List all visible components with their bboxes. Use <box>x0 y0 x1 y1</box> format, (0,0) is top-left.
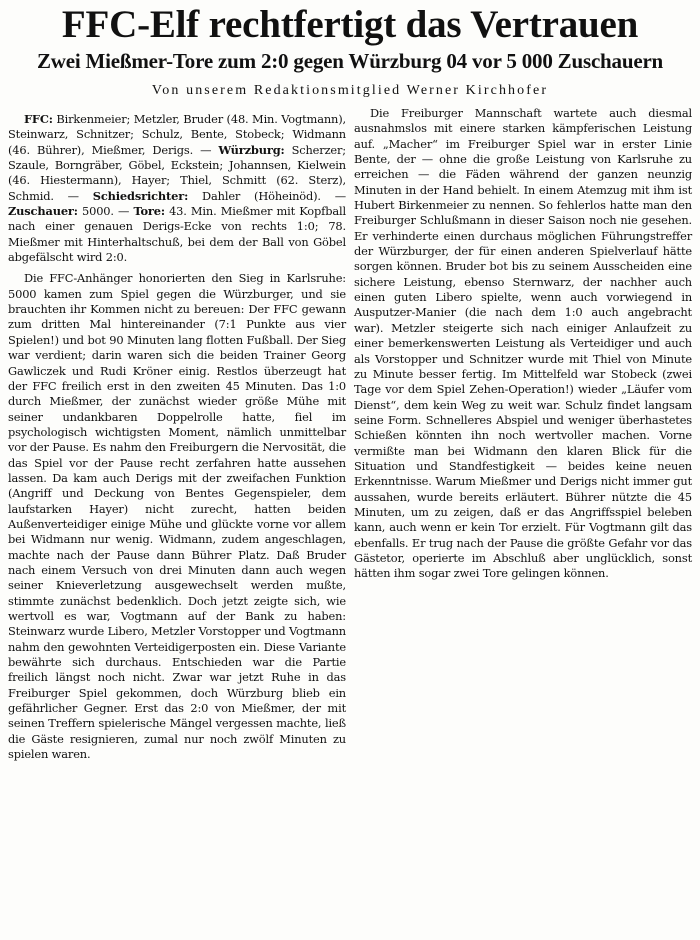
left-column <box>8 106 346 762</box>
goals-label: Tore: <box>133 204 165 219</box>
wuerzburg-label: Würzburg: <box>218 142 285 157</box>
right-column <box>354 106 692 762</box>
ffc-lineup: Birkenmeier; Metzler, Bruder (48. Min. Vogtmann), Steinwarz, Schnitzer; Schulz, Bente, Stobeck; Widmann (46. Bührer), Mießmer, Derigs. — <box>8 112 346 157</box>
wuerzburg-lineup: Scherzer; Szaule, Borngräber, Göbel, Eckstein; Johannsen, Kielwein (46. Hiestermann), Hayer; Thiel, Schmitt (62. Sterz), Schmid. — <box>8 142 346 203</box>
article-columns <box>8 106 692 762</box>
referee-text: Dahler (Höheinöd). — <box>188 188 346 203</box>
spectators-text: 5000. — <box>77 204 134 219</box>
headline: FFC-Elf rechtfertigt das Vertrauen <box>61 3 639 46</box>
right-paragraph: Die Freiburger Mannschaft wartete auch diesmal ausnahmslos mit einere starken kämpferischen Leistung auf. „Macher“ im Freiburger Spiel war in erster Linie Bente, der — ohne die große Leistung von Karlsruhe zu erreichen — die Fäden während der ganzen neunzig Minuten in der Hand behielt. In einem Atemzug mit ihm ist Hubert Birkenmeier zu nennen. So fehlerlos hatte man den Freiburger Schlußmann in dieser Saison noch nie gesehen. Er verhinderte einen durchaus möglichen Führungstreffer der Würzburger, der für einen anderen Spielverlauf hätte sorgen können. Bruder bot bis zu seinem Ausscheiden eine sichere Leistung, ebenso Sternwarz, der nachher auch einen guten Libero spielte, wenn auch vorwiegend in Ausputzer-Manier (die nach dem 1:0 auch angebracht war). Metzler steigerte sich nach einiger Anlaufzeit zu einer bemerkenswerten Leistung als Verteidiger und auch als Vorstopper und Schnitzer wurde mit Thiel von Minute zu Minute besser fertig. Im Mittelfeld war Stobeck (zwei Tage vor dem Spiel Zehen-Operation!) wieder „Läufer vom Dienst“, dem kein Weg zu weit war. Schulz findet langsam seine Form. Schnelleres Abspiel und weniger überhastetes Schießen könnten ihn noch wertvoller machen. Vorne vermißte man bei Widmann den klaren Blick für die Situation und Standfestigkeit — beides keine neuen Erkenntnisse. Warum Mießmer und Derigs nicht immer gut aussahen, wurde bereits erläutert. Bührer nützte die 45 Minuten, um zu zeigen, daß er das Angriffsspiel beleben kann, auch wenn er kein Tor erzielt. Für Vogtmann gilt das ebenfalls. Er trug nach der Pause die größte Gefahr vor das Gästetor, operierte im Abschluß aber unglücklich, sonst hätten ihm sogar zwei Tore gelingen können. <box>354 106 692 581</box>
lineup-paragraph <box>8 112 346 265</box>
referee-label: Schiedsrichter: <box>92 188 189 203</box>
ffc-label: FFC: <box>24 112 53 126</box>
left-paragraph: Die FFC-Anhänger honorierten den Sieg in Karlsruhe: 5000 kamen zum Spiel gegen die Würzburger, und sie brauchten ihr Kommen nicht zu bereuen: Der FFC gewann zum dritten Mal hintereinander (7:1 Punkte aus vier Spielen!) und bot 90 Minuten lang flotten Fußball. Der Sieg war verdient; darin waren sich die beiden Trainer Georg Gawliczek und Rudi Kröner einig. Restlos überzeugt hat der FFC freilich erst in den zweiten 45 Minuten. Das 1:0 durch Mießmer, der zunächst wieder größe Mühe mit seiner undankbaren Doppelrolle hatte, fiel im psychologisch wichtigsten Moment, nämlich unmittelbar vor der Pause. Es nahm den Freiburgern die Nervosität, die das Spiel vor der Pause recht zerfahren hatte aussehen lassen. Da kam auch Derigs mit der zweifachen Funktion (Angriff und Deckung von Bentes Gegenspieler, dem laufstarken Hayer) nicht zurecht, hatten beiden Außenverteidiger einige Mühe und glückte vorne vor allem bei Widmann nur wenig. Widmann, zudem angeschlagen, machte nach der Pause dann Bührer Platz. Daß Bruder nach einem Versuch von drei Minuten dann auch wegen seiner Knieverletzung ausgewechselt werden mußte, stimmte zunächst bedenklich. Doch jetzt zeigte sich, wie wertvoll es war, Vogtmann auf der Bank zu haben: Steinwarz wurde Libero, Metzler Vorstopper und Vogtmann nahm den gewohnten Verteidigerposten ein. Diese Variante bewährte sich durchaus. Entschieden war die Partie freilich längst noch nicht. Zwar war jetzt Ruhe in das Freiburger Spiel gekommen, doch Würzburg blieb ein gefährlicher Gegner. Erst das 2:0 von Mießmer, der mit seinen Treffern spielerische Mängel vergessen machte, ließ die Gäste resignieren, zumal nur noch zwölf Minuten zu spielen waren. <box>8 271 346 762</box>
byline: Von unserem Redaktionsmitglied Werner Kirchhofer <box>151 83 549 98</box>
goals-text: 43. Min. Mießmer mit Kopfball nach einer genauen Derigs-Ecke von rechts 1:0; 78. Mießmer mit Hinterhaltschuß, bei dem der Ball von Göbel abgefälscht wird 2:0. <box>8 204 346 265</box>
spectators-label: Zuschauer: <box>8 204 78 219</box>
subheadline: Zwei Mießmer-Tore zum 2:0 gegen Würzburg 04 vor 5 000 Zuschauern <box>36 49 664 73</box>
